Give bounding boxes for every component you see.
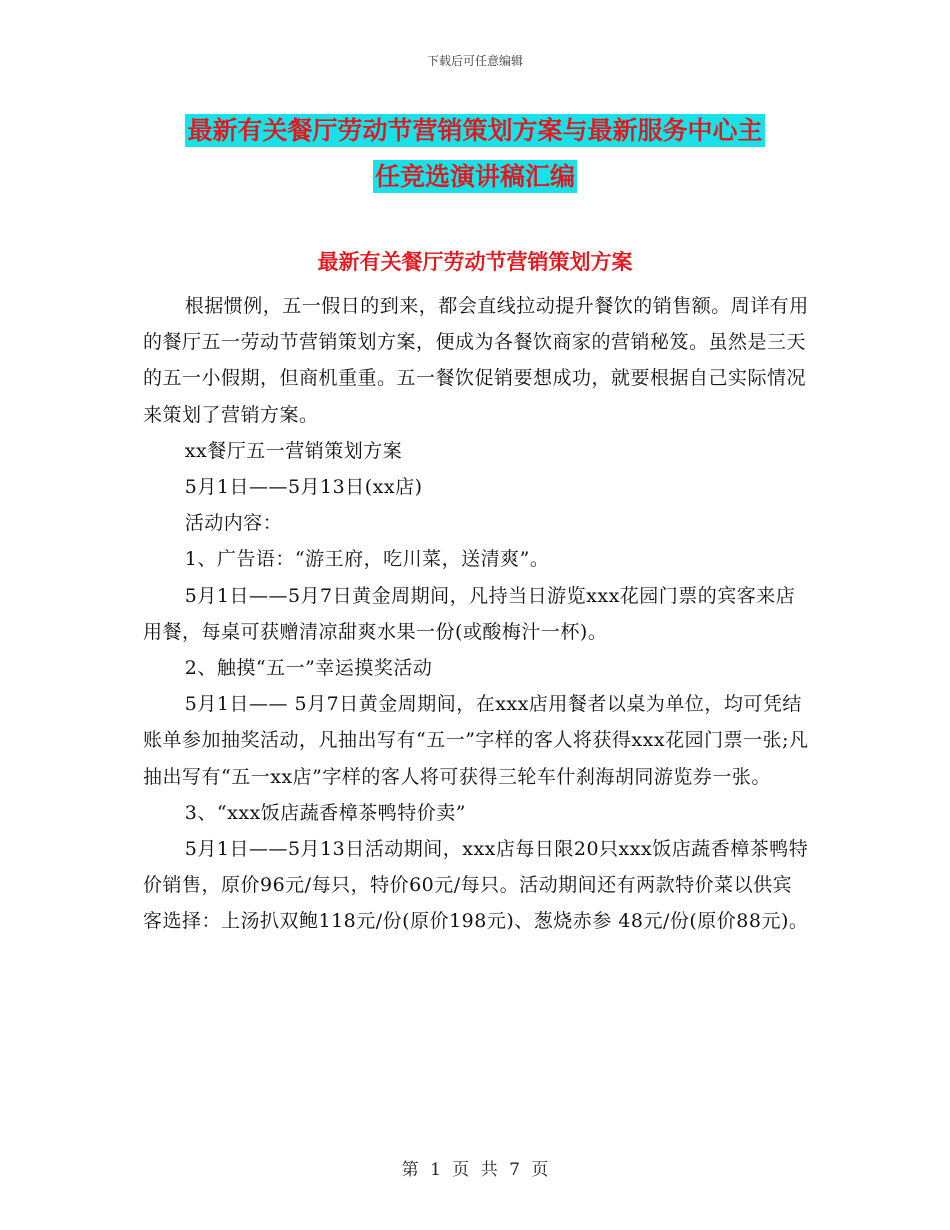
paragraph-date-range: 5月1日——5月13日(xx店) (184, 476, 423, 499)
document-title (140, 108, 810, 200)
page-footer: 第 1 页 共 7 页 (401, 1160, 549, 1180)
paragraph-item-3: 3、“xxx饭店蔬香樟茶鸭特价卖” (184, 801, 466, 824)
paragraph-item-1: 1、广告语：“游王府，吃川菜，送清爽”。 (184, 548, 550, 571)
paragraph-activity-heading: 活动内容： (184, 512, 283, 535)
paragraph-item-2: 2、触摸“五一”幸运摸奖活动 (184, 657, 433, 680)
document-title-line-1: 最新有关餐厅劳动节营销策划方案与最新服务中心主 (187, 116, 763, 145)
document-title-line-2: 任竞选演讲稿汇编 (374, 162, 575, 191)
document-body (143, 288, 811, 940)
paragraph-item-3-detail: 5月1日——5月13日活动期间，xxx店每日限20只xxx饭店蔬香樟茶鸭特价销售，原价96元/每只，特价60元/每只。活动期间还有两款特价菜以供宾客选择：上汤扒双鲍118元/份(原价198元)、葱烧赤参 48元/份(原价88元)。 (143, 838, 809, 933)
paragraph-intro: 根据惯例，五一假日的到来，都会直线拉动提升餐饮的销售额。周详有用的餐厅五一劳动节营销策划方案，便成为各餐饮商家的营销秘笈。虽然是三天的五一小假期，但商机重重。五一餐饮促销要想成功，就要根据自己实际情况来策划了营销方案。 (143, 295, 809, 426)
paragraph-item-1-detail: 5月1日——5月7日黄金周期间，凡持当日游览xxx花园门票的宾客来店用餐，每桌可获赠清凉甜爽水果一份(或酸梅汁一杯)。 (143, 584, 796, 643)
section-title: 最新有关餐厅劳动节营销策划方案 (317, 250, 633, 274)
paragraph-item-2-detail: 5月1日—— 5月7日黄金周期间，在xxx店用餐者以桌为单位，均可凭结账单参加抽奖活动，凡抽出写有“五一”字样的客人将获得xxx花园门票一张;凡抽出写有“五一xx店”字样的客人将可获得三轮车什刹海胡同游览券一张。 (143, 693, 809, 788)
header-note: 下载后可任意编辑 (426, 54, 523, 68)
paragraph-plan-name: xx餐厅五一营销策划方案 (184, 439, 403, 462)
